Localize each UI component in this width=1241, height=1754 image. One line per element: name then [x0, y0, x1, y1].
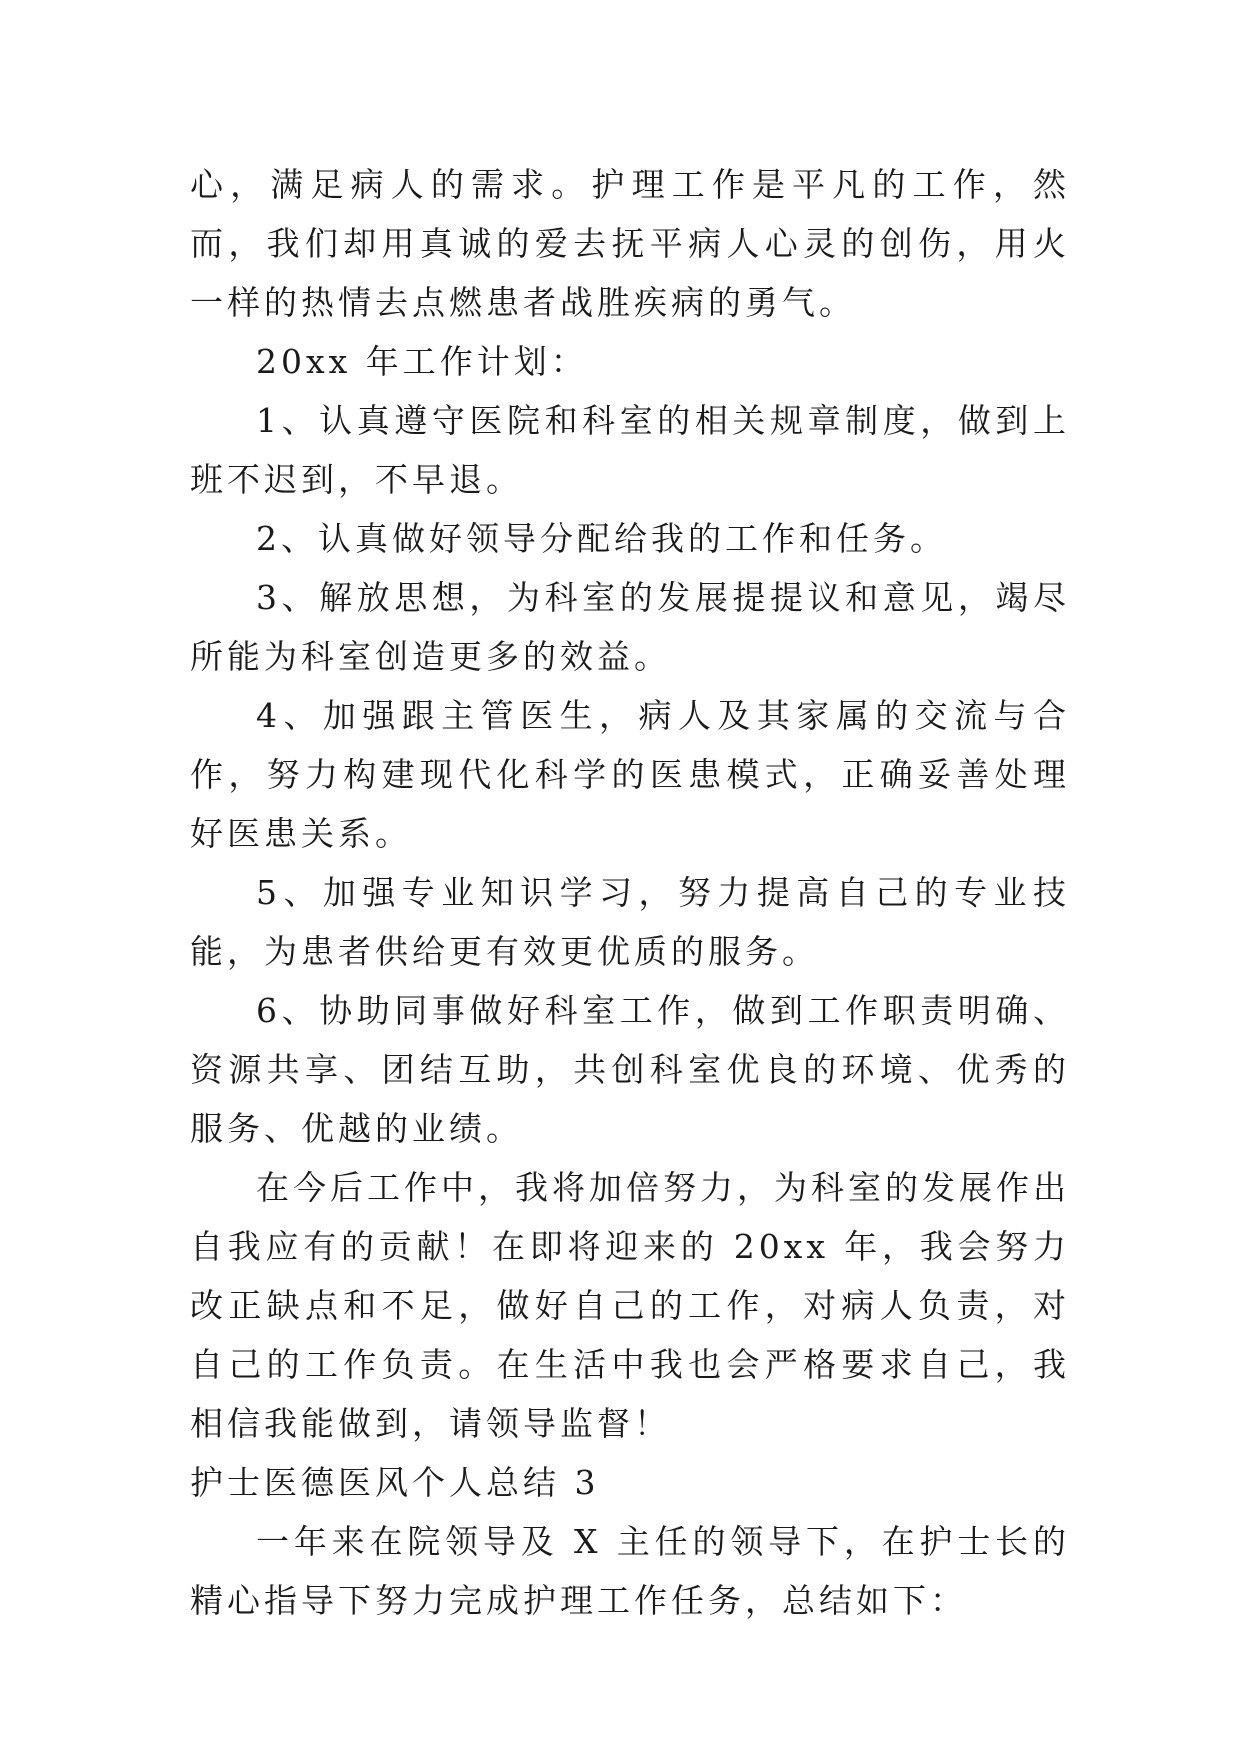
plan-item-5: 5、加强专业知识学习，努力提高自己的专业技能，为患者供给更有效更优质的服务。: [190, 873, 1070, 971]
plan-item-2: 2、认真做好领导分配给我的工作和任务。: [256, 519, 947, 558]
paragraph-continuation: 心，满足病人的需求。护理工作是平凡的工作，然而，我们却用真诚的爱去抚平病人心灵的创伤，用火一样的热情去点燃患者战胜疾病的勇气。: [190, 165, 1070, 322]
plan-item-4: 4、加强跟主管医生，病人及其家属的交流与合作，努力构建现代化科学的医患模式，正确妥善处理好医患关系。: [190, 696, 1070, 853]
plan-item-6: 6、协助同事做好科室工作，做到工作职责明确、资源共享、团结互助，共创科室优良的环境、优秀的服务、优越的业绩。: [190, 991, 1070, 1148]
section-title: 护士医德医风个人总结 3: [190, 1463, 600, 1502]
closing-paragraph: 在今后工作中，我将加倍努力，为科室的发展作出自我应有的贡献！在即将迎来的 20xx 年，我会努力改正缺点和不足，做好自己的工作，对病人负责，对自己的工作负责。在生活中我也会严格要求自己，我相信我能做到，请领导监督！: [190, 1168, 1070, 1443]
plan-item-3: 3、解放思想，为科室的发展提提议和意见，竭尽所能为科室创造更多的效益。: [190, 578, 1070, 676]
plan-heading: 20xx 年工作计划：: [256, 342, 588, 381]
section-intro: 一年来在院领导及 X 主任的领导下，在护士长的精心指导下努力完成护理工作任务，总结如下：: [190, 1522, 1070, 1620]
document-body: [190, 155, 1070, 1630]
plan-item-1: 1、认真遵守医院和科室的相关规章制度，做到上班不迟到，不早退。: [190, 401, 1070, 499]
